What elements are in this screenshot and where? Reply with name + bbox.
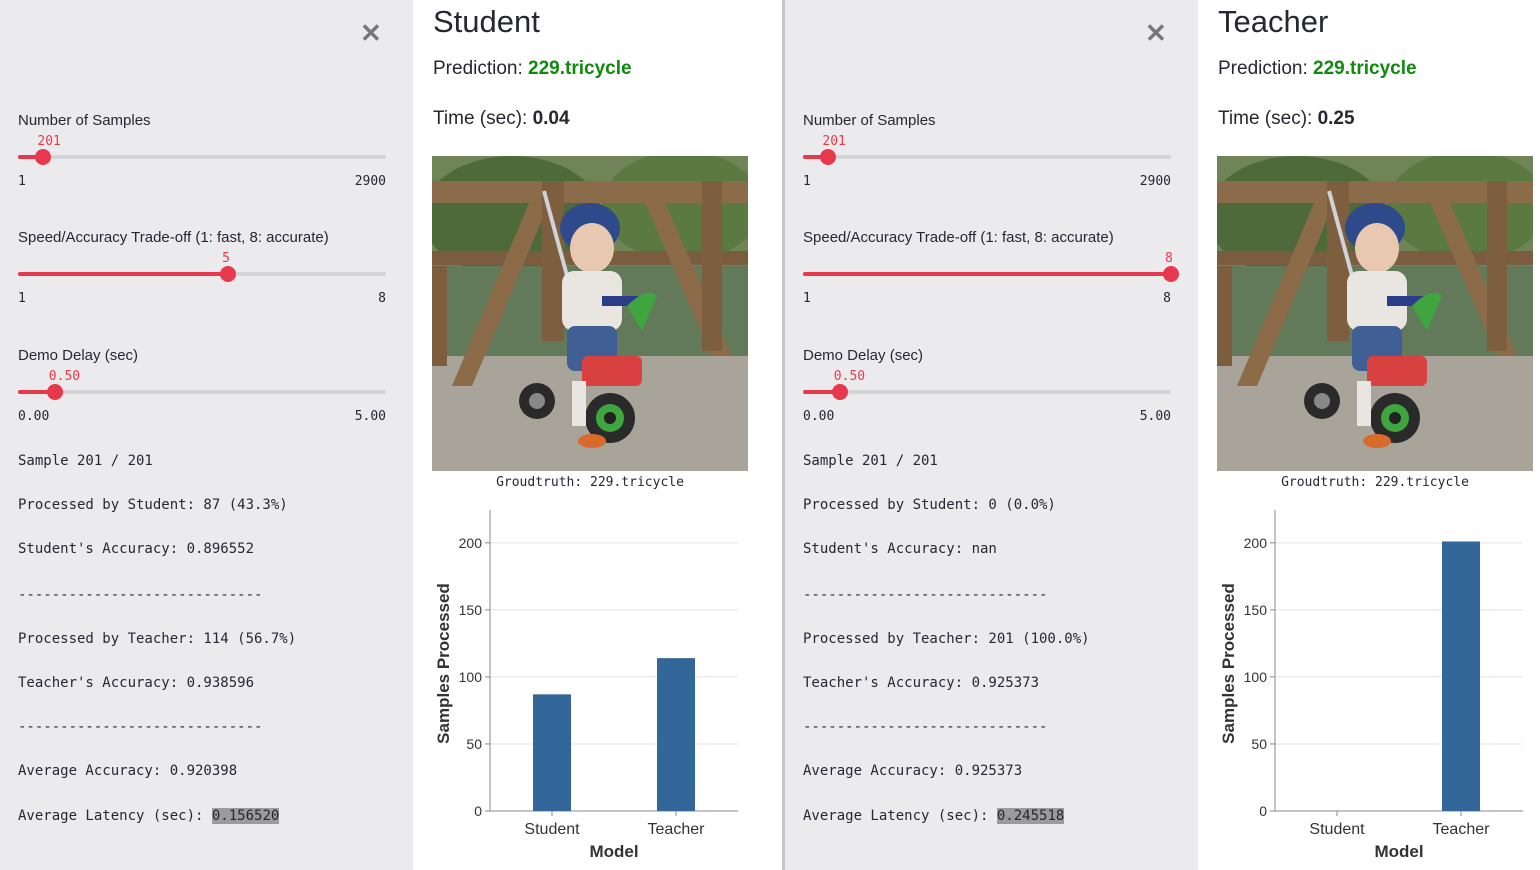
close-icon[interactable]: ✕ — [1145, 18, 1167, 48]
stat-separator: ----------------------------- — [18, 587, 263, 603]
slider-handle[interactable] — [47, 384, 63, 400]
slider-label: Demo Delay (sec) — [803, 347, 924, 364]
y-tick-label: 150 — [1243, 601, 1267, 618]
stat-latency-label: Average Latency (sec): — [803, 808, 997, 824]
page-title: Teacher — [1218, 4, 1329, 39]
slider-max: 2900 — [354, 174, 386, 189]
x-tick-label: Teacher — [647, 821, 705, 838]
stat-sample-count: Sample 201 / 201 — [18, 453, 153, 469]
stat-processed-student: Processed by Student: 0 (0.0%) — [803, 497, 1056, 513]
close-icon[interactable]: ✕ — [360, 18, 382, 48]
bar-student — [533, 694, 571, 811]
page-title: Student — [433, 4, 540, 39]
time-value: 0.25 — [1317, 108, 1355, 129]
slider-track[interactable] — [18, 272, 386, 276]
bar-teacher — [657, 658, 695, 811]
sample-image — [432, 156, 748, 471]
slider-track[interactable] — [18, 155, 386, 159]
x-tick-label: Teacher — [1432, 821, 1490, 838]
slider-min: 0.00 — [803, 409, 835, 424]
x-axis-title: Model — [1374, 842, 1424, 861]
time-value: 0.04 — [532, 108, 570, 129]
slider-label: Speed/Accuracy Trade-off (1: fast, 8: accurate) — [18, 229, 329, 246]
time-line — [1218, 108, 1355, 130]
y-tick-label: 200 — [458, 534, 482, 551]
stat-average-accuracy: Average Accuracy: 0.925373 — [803, 763, 1023, 779]
slider-label: Number of Samples — [18, 112, 151, 129]
prediction-label: Prediction: — [1218, 58, 1314, 79]
samples-bar-chart — [1198, 505, 1540, 867]
prediction-label: Prediction: — [433, 58, 529, 79]
slider-max: 8 — [1163, 291, 1171, 306]
stat-latency-value: 0.156520 — [211, 808, 280, 824]
x-tick-label: Student — [1309, 821, 1365, 838]
x-tick-label: Student — [524, 821, 580, 838]
stat-sample-count: Sample 201 / 201 — [803, 453, 938, 469]
slider-track[interactable] — [803, 155, 1171, 159]
prediction-line — [433, 58, 632, 80]
stat-student-accuracy: Student's Accuracy: nan — [803, 541, 997, 557]
stat-separator: ----------------------------- — [803, 587, 1048, 603]
slider-track[interactable] — [803, 390, 1171, 394]
time-label: Time (sec): — [433, 108, 533, 129]
y-tick-label: 50 — [466, 735, 482, 752]
y-tick-label: 50 — [1251, 735, 1267, 752]
stat-processed-teacher: Processed by Teacher: 201 (100.0%) — [803, 631, 1090, 647]
samples-bar-chart — [413, 505, 755, 867]
slider-value: 0.50 — [48, 369, 81, 384]
sample-photo — [432, 156, 748, 471]
slider-max: 8 — [378, 291, 386, 306]
stat-separator: ----------------------------- — [803, 719, 1048, 735]
stat-teacher-accuracy: Teacher's Accuracy: 0.925373 — [803, 675, 1040, 691]
stat-latency-value: 0.245518 — [996, 808, 1065, 824]
slider-value: 201 — [822, 134, 846, 149]
prediction-line — [1218, 58, 1417, 80]
stat-processed-teacher: Processed by Teacher: 114 (56.7%) — [18, 631, 297, 647]
sidebar — [0, 0, 413, 870]
stat-separator: ----------------------------- — [18, 719, 263, 735]
stat-average-latency — [18, 808, 279, 824]
time-label: Time (sec): — [1218, 108, 1318, 129]
stat-teacher-accuracy: Teacher's Accuracy: 0.938596 — [18, 675, 255, 691]
y-tick-label: 0 — [474, 803, 482, 819]
slider-handle[interactable] — [820, 149, 836, 165]
prediction-value: 229.tricycle — [1313, 58, 1417, 79]
slider-value: 0.50 — [833, 369, 866, 384]
slider-min: 1 — [18, 291, 26, 306]
slider-fill — [18, 272, 228, 276]
slider-label: Speed/Accuracy Trade-off (1: fast, 8: accurate) — [803, 229, 1114, 246]
stat-average-latency — [803, 808, 1064, 824]
slider-max: 5.00 — [354, 409, 386, 424]
y-tick-label: 100 — [458, 668, 482, 685]
slider-min: 1 — [803, 291, 811, 306]
slider-max: 5.00 — [1139, 409, 1171, 424]
slider-min: 1 — [803, 174, 811, 189]
y-tick-label: 0 — [1259, 803, 1267, 819]
slider-fill — [803, 272, 1171, 276]
sample-photo — [1217, 156, 1533, 471]
main-panel — [413, 0, 782, 870]
y-axis-title: Samples Processed — [434, 583, 453, 744]
slider-value: 5 — [222, 251, 230, 266]
slider-handle[interactable] — [1163, 266, 1179, 282]
x-axis-title: Model — [589, 842, 639, 861]
y-axis-title: Samples Processed — [1219, 583, 1238, 744]
time-line — [433, 108, 570, 130]
groundtruth-caption: Groudtruth: 229.tricycle — [496, 475, 684, 490]
slider-label: Number of Samples — [803, 112, 936, 129]
slider-value: 8 — [1165, 251, 1173, 266]
slider-handle[interactable] — [832, 384, 848, 400]
prediction-value: 229.tricycle — [528, 58, 632, 79]
panel-divider — [782, 0, 785, 870]
slider-handle[interactable] — [35, 149, 51, 165]
sidebar — [785, 0, 1198, 870]
main-panel — [1198, 0, 1540, 870]
stat-processed-student: Processed by Student: 87 (43.3%) — [18, 497, 288, 513]
bar-teacher — [1442, 541, 1480, 811]
stat-latency-label: Average Latency (sec): — [18, 808, 212, 824]
groundtruth-caption: Groudtruth: 229.tricycle — [1281, 475, 1469, 490]
y-tick-label: 100 — [1243, 668, 1267, 685]
sample-image — [1217, 156, 1533, 471]
slider-handle[interactable] — [220, 266, 236, 282]
y-tick-label: 150 — [458, 601, 482, 618]
slider-max: 2900 — [1139, 174, 1171, 189]
slider-track[interactable] — [18, 390, 386, 394]
slider-label: Demo Delay (sec) — [18, 347, 139, 364]
slider-track[interactable] — [803, 272, 1171, 276]
slider-min: 0.00 — [18, 409, 50, 424]
y-tick-label: 200 — [1243, 534, 1267, 551]
stat-average-accuracy: Average Accuracy: 0.920398 — [18, 763, 238, 779]
stat-student-accuracy: Student's Accuracy: 0.896552 — [18, 541, 255, 557]
slider-min: 1 — [18, 174, 26, 189]
slider-value: 201 — [37, 134, 61, 149]
